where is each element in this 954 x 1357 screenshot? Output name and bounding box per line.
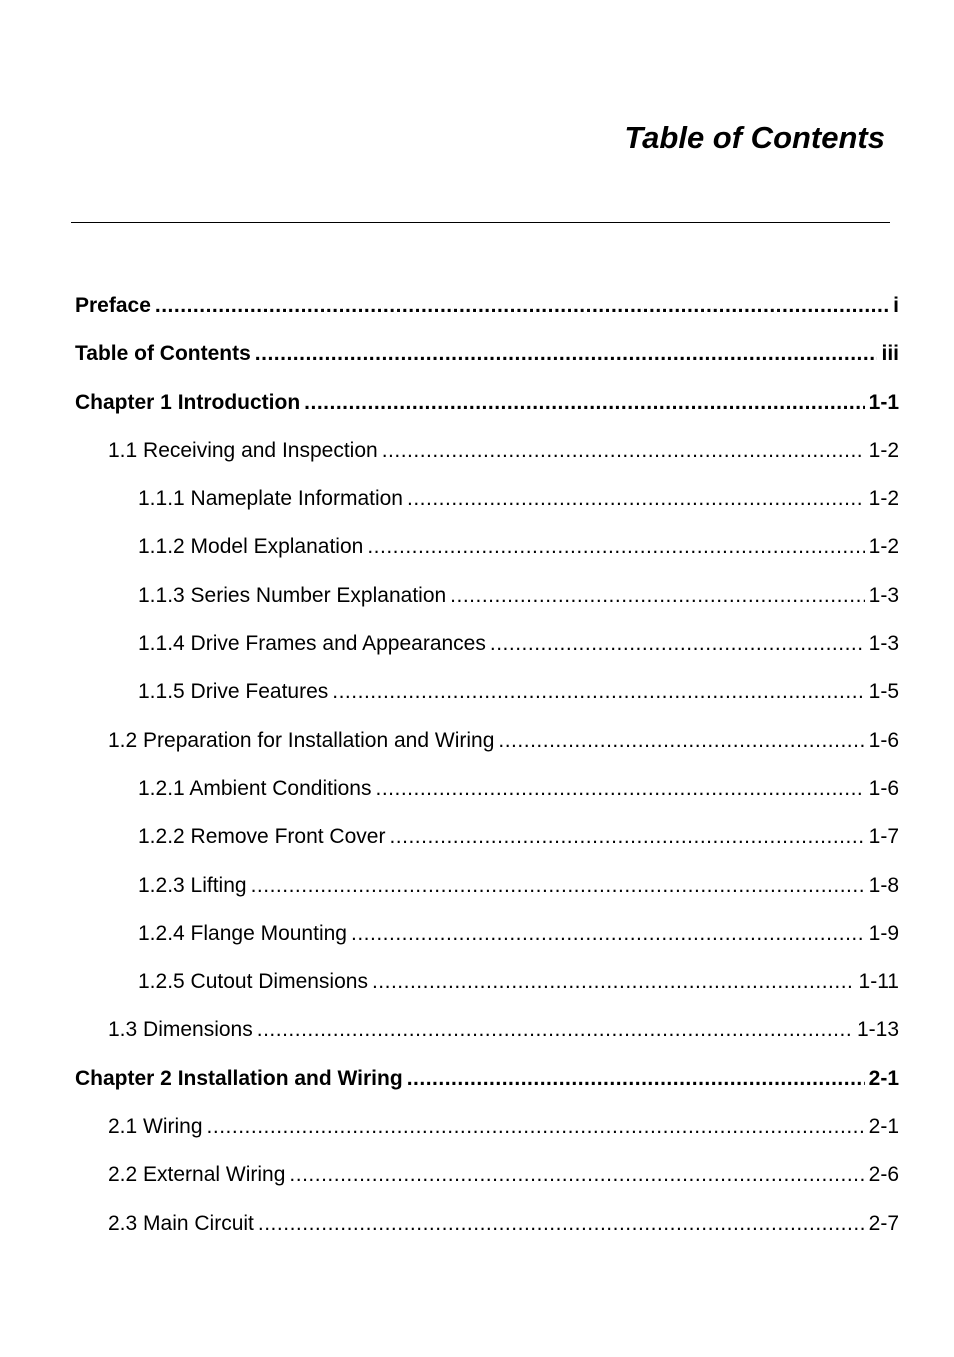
toc-entry-1-2-5[interactable] <box>0 958 954 1006</box>
toc-entry-label: 1.2.2 Remove Front Cover <box>138 825 386 849</box>
dot-leader <box>372 958 855 1006</box>
toc-entry-preface[interactable] <box>0 282 954 330</box>
toc-entry-page: 1-7 <box>868 825 899 849</box>
toc-entry-page: 1-2 <box>868 535 899 559</box>
toc-entry-page: 1-3 <box>868 583 899 607</box>
toc-entry-page: 1-13 <box>856 1018 899 1042</box>
toc-entry-label: 1.1 Receiving and Inspection <box>108 438 378 462</box>
toc-entry-label: 2.2 External Wiring <box>108 1163 286 1187</box>
toc-entry-page: i <box>893 294 899 317</box>
toc-entry-page: 1-1 <box>868 390 899 414</box>
toc-entry-1-1-1[interactable] <box>0 475 954 523</box>
toc-entry-page: 1-3 <box>868 632 899 656</box>
toc-entry-1-2[interactable] <box>0 717 954 765</box>
toc-entry-page: 2-1 <box>868 1115 899 1139</box>
toc-entry-1-2-3[interactable] <box>0 862 954 910</box>
toc-entry-2-2[interactable] <box>0 1151 954 1199</box>
toc-entry-label: 1.1.1 Nameplate Information <box>138 487 403 511</box>
toc-entry-page: 2-6 <box>868 1163 899 1187</box>
toc-entry-page: 1-8 <box>868 873 899 897</box>
dot-leader <box>389 813 864 861</box>
dot-leader <box>304 379 864 427</box>
toc-entry-page: 1-11 <box>858 970 899 994</box>
toc-entry-chapter-2[interactable] <box>0 1055 954 1103</box>
toc-entry-2-3[interactable] <box>0 1200 954 1248</box>
dot-leader <box>382 427 865 475</box>
toc-entry-1-2-4[interactable] <box>0 910 954 958</box>
title-divider <box>71 222 890 223</box>
toc-entry-label: Chapter 2 Installation and Wiring <box>75 1066 403 1090</box>
toc-entry-1-1[interactable] <box>0 427 954 475</box>
toc-entry-1-1-3[interactable] <box>0 572 954 620</box>
dot-leader <box>332 668 864 716</box>
toc-entry-label: 2.1 Wiring <box>108 1115 203 1139</box>
toc-entry-1-1-4[interactable] <box>0 620 954 668</box>
dot-leader <box>207 1103 865 1151</box>
toc-entry-1-2-2[interactable] <box>0 813 954 861</box>
toc-entry-page: 1-6 <box>868 776 899 800</box>
toc-entry-label: 1.1.3 Series Number Explanation <box>138 583 447 607</box>
toc-entry-label: 1.1.2 Model Explanation <box>138 535 364 559</box>
toc-entry-page: 1-6 <box>868 728 899 752</box>
toc-entry-label: 2.3 Main Circuit <box>108 1211 254 1235</box>
dot-leader <box>251 862 865 910</box>
toc-entry-label: Chapter 1 Introduction <box>75 390 301 414</box>
toc-entry-page: 1-9 <box>868 921 899 945</box>
toc-entry-1-3[interactable] <box>0 1006 954 1054</box>
toc-entry-page: 2-7 <box>868 1211 899 1235</box>
dot-leader <box>407 1055 865 1103</box>
toc-entry-chapter-1[interactable] <box>0 379 954 427</box>
dot-leader <box>498 717 864 765</box>
dot-leader <box>367 523 864 571</box>
dot-leader <box>289 1151 864 1199</box>
toc-entry-1-2-1[interactable] <box>0 765 954 813</box>
dot-leader <box>407 475 865 523</box>
toc-entry-label: 1.3 Dimensions <box>108 1018 253 1042</box>
toc-entry-label: 1.2.4 Flange Mounting <box>138 921 347 945</box>
toc-entry-page: 1-5 <box>868 680 899 704</box>
dot-leader <box>258 1200 865 1248</box>
toc-entry-label: 1.2.1 Ambient Conditions <box>138 776 372 800</box>
toc-entry-label: 1.1.4 Drive Frames and Appearances <box>138 632 486 656</box>
dot-leader <box>490 620 865 668</box>
page-title: Table of Contents <box>624 120 885 155</box>
toc-entry-label: 1.1.5 Drive Features <box>138 680 329 704</box>
toc-entry-page: iii <box>881 342 899 366</box>
dot-leader <box>255 330 878 378</box>
dot-leader <box>155 282 889 330</box>
dot-leader <box>375 765 864 813</box>
dot-leader <box>351 910 865 958</box>
toc-entry-label: 1.2 Preparation for Installation and Wiring <box>108 728 495 752</box>
toc-entry-label: Preface <box>75 294 151 317</box>
toc-list <box>0 282 954 1248</box>
toc-entry-page: 1-2 <box>868 487 899 511</box>
toc-entry-1-1-2[interactable] <box>0 523 954 571</box>
toc-entry-2-1[interactable] <box>0 1103 954 1151</box>
toc-entry-page: 2-1 <box>868 1066 899 1090</box>
dot-leader <box>257 1006 853 1054</box>
toc-entry-label: 1.2.3 Lifting <box>138 873 247 897</box>
dot-leader <box>450 572 864 620</box>
toc-entry-label: Table of Contents <box>75 342 251 366</box>
toc-entry-page: 1-2 <box>868 438 899 462</box>
toc-entry-1-1-5[interactable] <box>0 668 954 716</box>
toc-entry-table-of-contents[interactable] <box>0 330 954 378</box>
toc-entry-label: 1.2.5 Cutout Dimensions <box>138 970 368 994</box>
